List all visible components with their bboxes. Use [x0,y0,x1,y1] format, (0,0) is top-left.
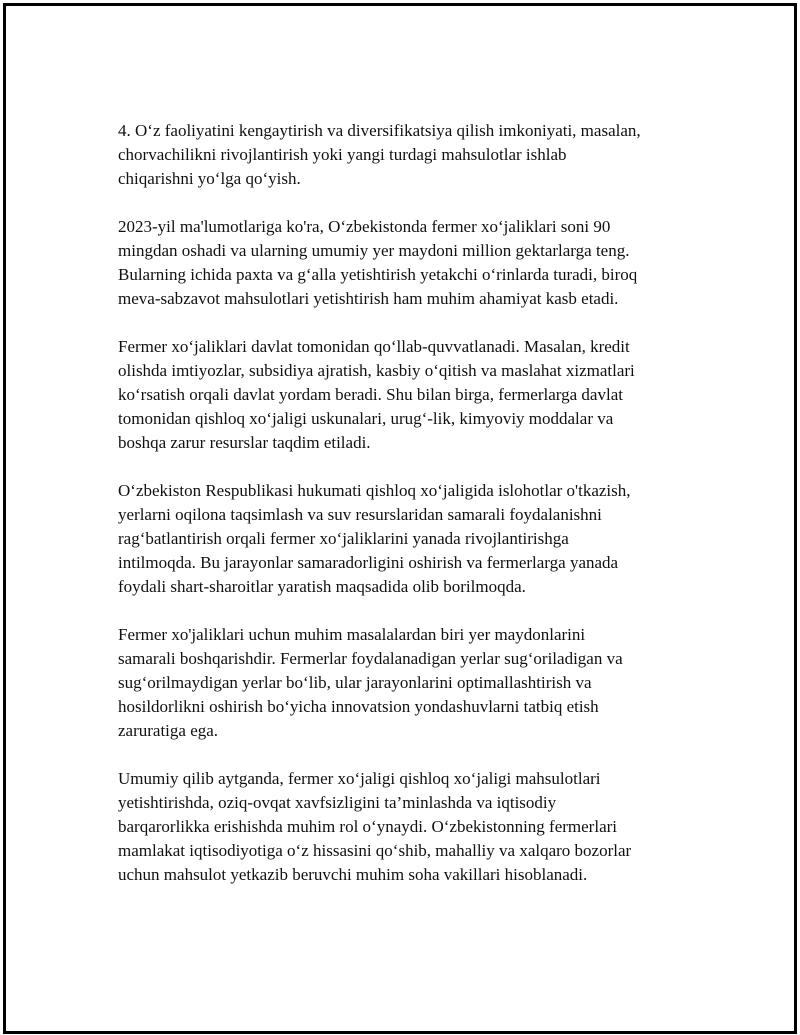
paragraph-state-support: Fermer xo‘jaliklari davlat tomonidan qo‘llab-quvvatlanadi. Masalan, kredit olishda imtiyozlar, subsidiya ajratish, kasbiy o‘qitish va maslahat xizmatlari ko‘rsatish orqali davlat yordam beradi. Shu bilan birga, fermerlarga davlat tomonidan qishloq xo‘jaligi uskunalari, urug‘-lik, kimyoviy moddalar va boshqa zarur resurslar taqdim etiladi. [118,337,635,452]
paragraph-land-management: Fermer xo'jaliklari uchun muhim masalalardan biri yer maydonlarini samarali boshqarishdir. Fermerlar foydalanadigan yerlar sug‘oriladigan va sug‘orilmaydigan yerlar bo‘lib, ular jarayonlarini optimallashtirish va hosildorlikni oshirish bo‘yicha innovatsion yondashuvlarni tatbiq etish zaruratiga ega. [118,625,623,740]
paragraph-government-reforms: O‘zbekiston Respublikasi hukumati qishloq xo‘jaligida islohotlar o'tkazish, yerlarni oqilona taqsimlash va suv resurslaridan samarali foydalanishni rag‘batlantirish orqali fermer xo‘jaliklarini yanada rivojlantirishga intilmoqda. Bu jarayonlar samaradorligini oshirish va fermerlarga yanada foydali shart-sharoitlar yaratish maqsadida olib borilmoqda. [118,481,631,596]
paragraph-diversification: 4. O‘z faoliyatini kengaytirish va diversifikatsiya qilish imkoniyati, masalan, chorvachilikni rivojlantirish yoki yangi turdagi mahsulotlar ishlab chiqarishni yo‘lga qo‘yish. [118,121,641,188]
paragraph-conclusion: Umumiy qilib aytganda, fermer xo‘jaligi qishloq xo‘jaligi mahsulotlari yetishtirishda, oziq-ovqat xavfsizligini ta’minlashda va iqtisodiy barqarorlikka erishishda muhim rol o‘ynaydi. O‘zbekistonning fermerlari mamlakat iqtisodiyotiga o‘z hissasini qo‘shib, mahalliy va xalqaro bozorlar uchun mahsulot yetkazib beruvchi muhim soha vakillari hisoblanadi. [118,769,632,884]
paragraph-statistics-2023: 2023-yil ma'lumotlariga ko'ra, O‘zbekistonda fermer xo‘jaliklari soni 90 mingdan oshadi va ularning umumiy yer maydoni million gektarlarga teng. Bularning ichida paxta va g‘alla yetishtirish yetakchi o‘rinlarda turadi, biroq meva-sabzavot mahsulotlari yetishtirish ham muhim ahamiyat kasb etadi. [118,217,638,308]
document-body [118,119,698,911]
